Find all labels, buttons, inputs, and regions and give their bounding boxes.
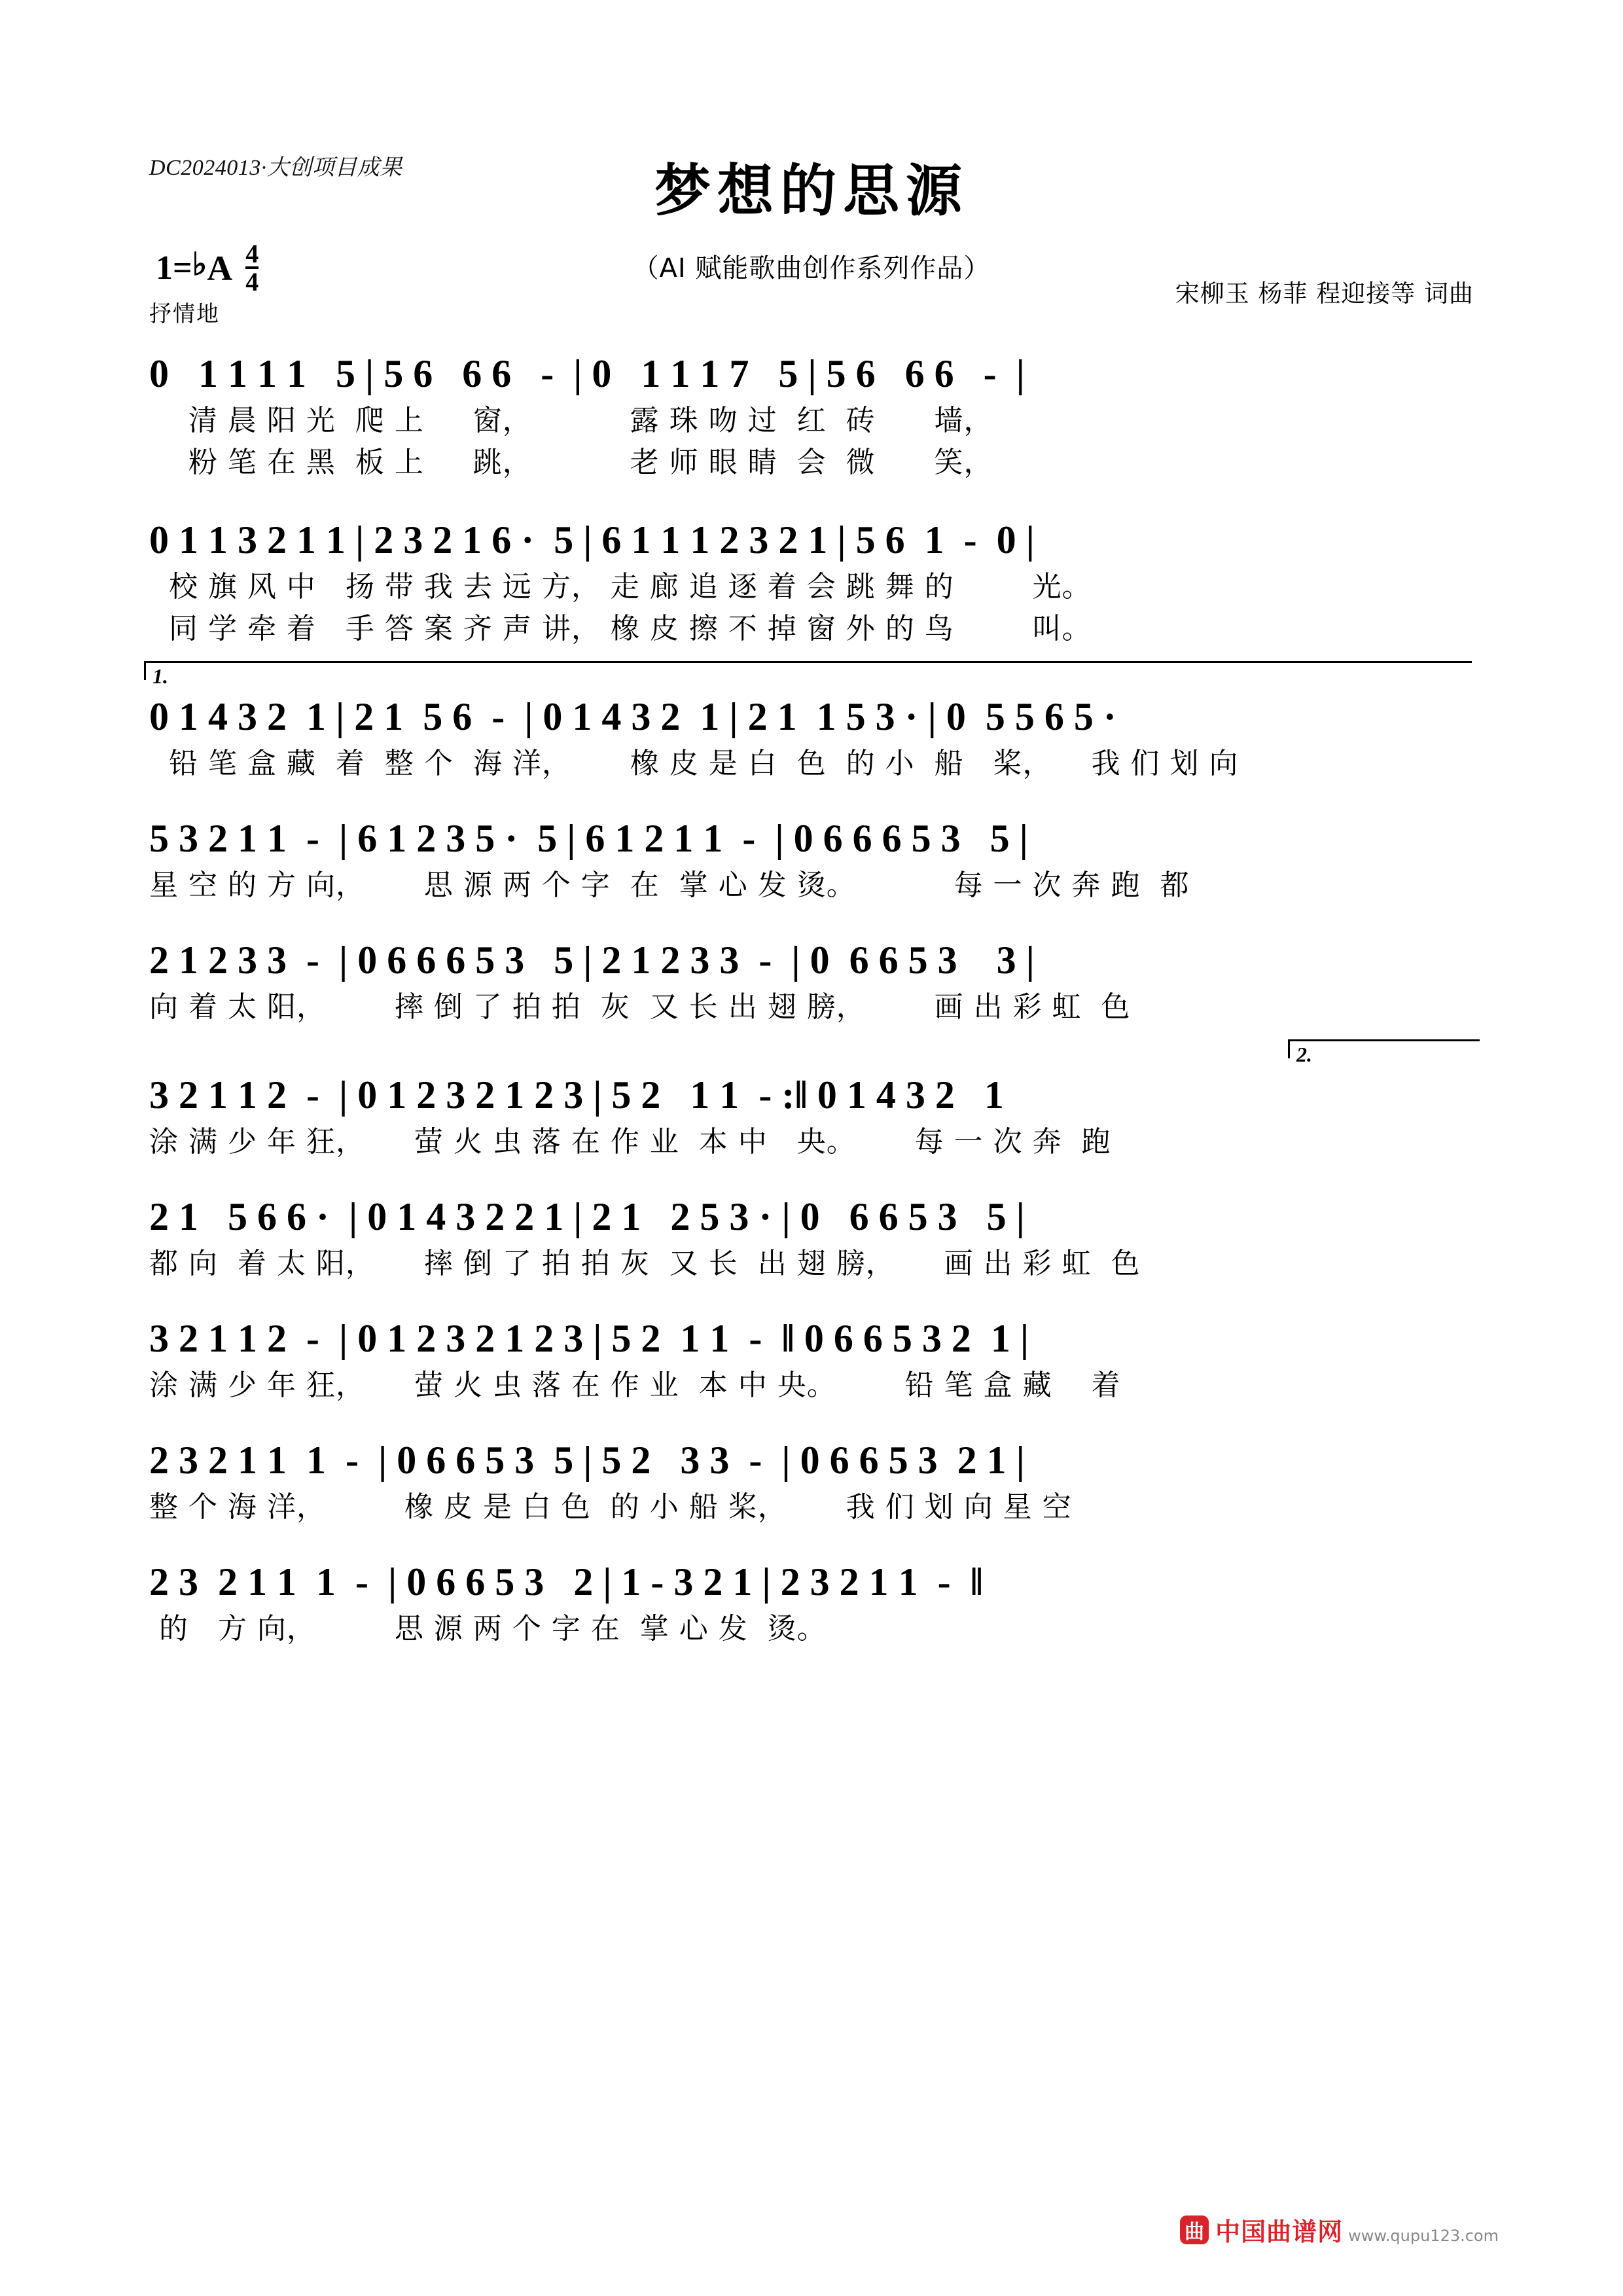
first-ending-label: 1. xyxy=(152,664,168,688)
logo-mark-icon: 曲 xyxy=(1180,2215,1209,2244)
system-6 xyxy=(149,1043,1474,1160)
credits: 宋柳玉 杨菲 程迎接等 词曲 xyxy=(1175,279,1474,308)
system-9 xyxy=(149,1427,1474,1525)
notes-line: 0 1 1 3 2 1 1 | 2 3 2 1 6 · 5 | 6 1 1 1 2 3 2 1 | 5 6 1 - 0 | xyxy=(149,518,1035,562)
system-7 xyxy=(149,1183,1474,1282)
flat-icon: ♭ xyxy=(192,247,207,282)
tempo-marking: 抒情地 xyxy=(149,301,220,327)
lyrics-line: 都 向 着 太 阳， 摔 倒 了 拍 拍 灰 又 长 出 翅 膀， 画 出 彩 虹 色 xyxy=(149,1247,1141,1280)
notes-line: 2 1 2 3 3 - | 0 6 6 6 5 3 5 | 2 1 2 3 3 - | 0 6 6 5 3 3 | xyxy=(149,939,1035,982)
page-subtitle: （AI 赋能歌曲创作系列作品） xyxy=(632,253,991,283)
system-1 xyxy=(149,340,1474,480)
key-letter: A xyxy=(207,248,233,288)
key-prefix: 1= xyxy=(156,249,192,287)
notes-line: 3 2 1 1 2 - | 0 1 2 3 2 1 2 3 | 5 2 1 1 - ‖ 0 6 6 5 3 2 1 | xyxy=(149,1317,1029,1360)
system-4 xyxy=(149,805,1474,903)
time-signature-denominator: 4 xyxy=(245,266,259,296)
lyrics-line-verse2: 同 学 牵 着 手 答 案 齐 声 讲， 橡 皮 擦 不 掉 窗 外 的 鸟 叫。 xyxy=(149,612,1092,645)
system-5 xyxy=(149,927,1474,1025)
page-title: 梦想的思源 xyxy=(654,158,969,224)
logo-name: 中国曲谱网 xyxy=(1215,2217,1344,2246)
first-ending-bracket xyxy=(144,661,1472,688)
notes-line: 0 1 1 1 1 5 | 5 6 6 6 - | 0 1 1 1 7 5 | 5 6 6 6 - | xyxy=(149,352,1025,395)
lyrics-line: 的 方 向， 思 源 两 个 字 在 掌 心 发 烫。 xyxy=(149,1612,827,1645)
logo-url: www.qupu123.com xyxy=(1348,2227,1499,2245)
second-ending-label: 2. xyxy=(1296,1043,1312,1066)
notes-line: 5 3 2 1 1 - | 6 1 2 3 5 · 5 | 6 1 2 1 1 - | 0 6 6 6 5 3 5 | xyxy=(149,817,1028,860)
key-signature xyxy=(156,239,259,296)
system-3 xyxy=(149,664,1474,781)
site-logo[interactable] xyxy=(1180,2212,1499,2248)
notes-line: 2 3 2 1 1 1 - | 0 6 6 5 3 5 | 5 2 3 3 - | 0 6 6 5 3 2 1 | xyxy=(149,1439,1025,1482)
music-systems xyxy=(0,340,1623,1670)
document-code: DC2024013·大创项目成果 xyxy=(149,156,402,180)
lyrics-line: 涂 满 少 年 狂， 萤 火 虫 落 在 作 业 本 中 央。 每 一 次 奔 跑 xyxy=(149,1125,1111,1158)
system-10 xyxy=(149,1549,1474,1647)
second-ending-bracket xyxy=(1288,1039,1480,1066)
notes-line: 3 2 1 1 2 - | 0 1 2 3 2 1 2 3 | 5 2 1 1 - :‖ 0 1 4 3 2 1 xyxy=(149,1073,1004,1117)
lyrics-line: 向 着 太 阳， 摔 倒 了 拍 拍 灰 又 长 出 翅 膀， 画 出 彩 虹 色 xyxy=(149,990,1131,1024)
lyrics-line: 铅 笔 盒 藏 着 整 个 海 洋， 橡 皮 是 白 色 的 小 船 桨， 我 们 划 向 xyxy=(149,747,1239,780)
time-signature-numerator: 4 xyxy=(245,239,259,268)
system-2 xyxy=(149,507,1474,647)
time-signature xyxy=(245,239,259,296)
lyrics-line-verse1: 清 晨 阳 光 爬 上 窗， 露 珠 吻 过 红 砖 墙， xyxy=(149,404,993,437)
lyrics-line: 星 空 的 方 向， 思 源 两 个 字 在 掌 心 发 烫。 每 一 次 奔 跑 都 xyxy=(149,869,1190,902)
lyrics-line: 涂 满 少 年 狂， 萤 火 虫 落 在 作 业 本 中 央。 铅 笔 盒 藏 着 xyxy=(149,1369,1121,1402)
notes-line: 0 1 4 3 2 1 | 2 1 5 6 - | 0 1 4 3 2 1 | 2 1 1 5 3 · | 0 5 5 6 5 · xyxy=(149,695,1116,738)
notes-line: 2 3 2 1 1 1 - | 0 6 6 5 3 2 | 1 - 3 2 1 | 2 3 2 1 1 - ‖ xyxy=(149,1560,984,1604)
lyrics-line-verse2: 粉 笔 在 黑 板 上 跳， 老 师 眼 睛 会 微 笑， xyxy=(149,446,993,479)
lyrics-line-verse1: 校 旗 风 中 扬 带 我 去 远 方， 走 廊 追 逐 着 会 跳 舞 的 光。 xyxy=(149,570,1092,603)
lyrics-line: 整 个 海 洋， 橡 皮 是 白 色 的 小 船 桨， 我 们 划 向 星 空 xyxy=(149,1490,1072,1524)
system-8 xyxy=(149,1305,1474,1403)
notes-line: 2 1 5 6 6 · | 0 1 4 3 2 2 1 | 2 1 2 5 3 · | 0 6 6 5 3 5 | xyxy=(149,1195,1025,1238)
